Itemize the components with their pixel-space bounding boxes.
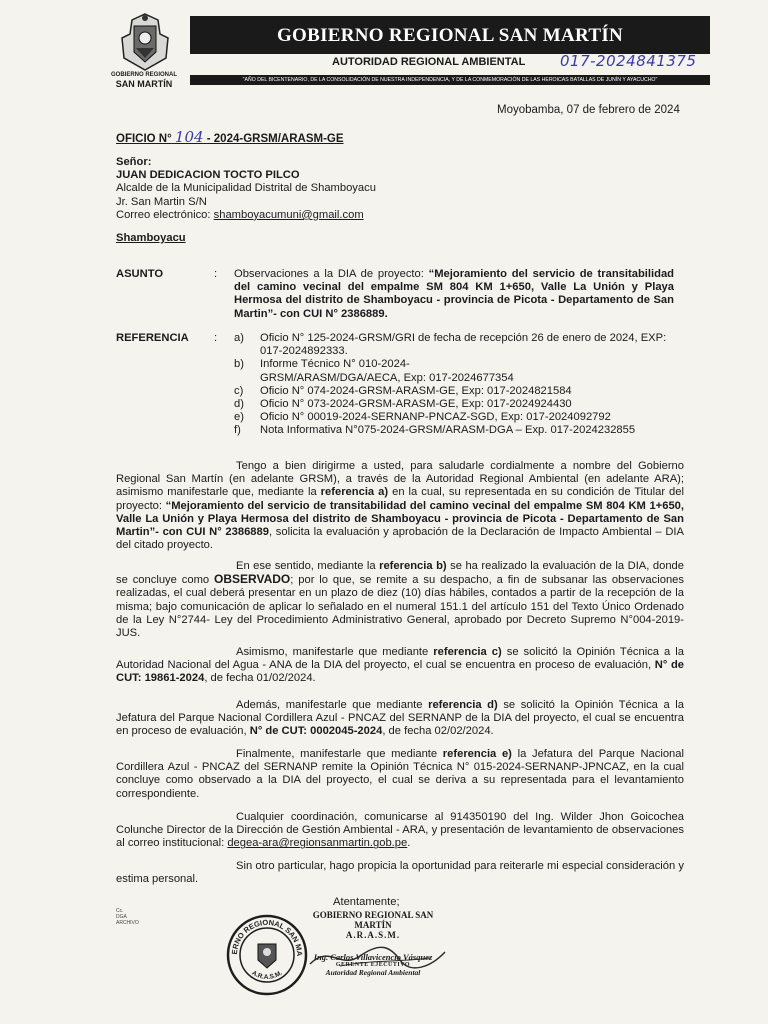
email-label: Correo electrónico: [116, 208, 211, 221]
p4-text: , de fecha 02/02/2024. [382, 725, 494, 738]
logo-caption [104, 72, 184, 89]
cc-list [116, 908, 139, 926]
reference-item [234, 358, 684, 384]
asunto-colon: : [214, 268, 218, 280]
body-paragraph-1 [116, 460, 684, 552]
salutation: Señor: [116, 156, 152, 168]
reference-item [234, 424, 684, 437]
recipient-email-link[interactable]: shamboyacumuni@gmail.com [213, 208, 364, 221]
p6-text: . [407, 837, 411, 850]
signer-authority: Autoridad Regional Ambiental [325, 968, 421, 977]
body-paragraph-6 [116, 811, 684, 851]
asunto-project: “Mejoramiento del servicio de transitabilidad del camino vecinal del empalme SM 804 KM 1+650, Valle La Unión y Playa Hermosa del distrito de Shamboyacu - provincia de Picota - Departamento de San Martin”- con CUI N° 2386889. [234, 268, 674, 320]
oficio-handwritten-number: 104 [174, 128, 204, 146]
year-motto-strip: "AÑO DEL BICENTENARIO, DE LA CONSOLIDACIÓN DE NUESTRA INDEPENDENCIA, Y DE LA CONMEMORACIÓN DE LAS HEROICAS BATALLAS DE JUNÍN Y AYACUCHO" [190, 75, 710, 85]
reference-text: Oficio N° 125-2024-GRSM/GRI de fecha de recepción 26 de enero de 2024, EXP: 017-2024892333. [260, 332, 667, 358]
official-round-seal [226, 914, 308, 996]
signer-name: Ing. Carlos Villavicencio Vásquez [313, 952, 433, 962]
reference-text: Oficio N° 073-2024-GRSM-ARASM-GE, Exp: 017-2024924430 [260, 398, 572, 411]
p4-cut: N° de CUT: 0002045-2024 [249, 725, 383, 738]
p3-text: Asimismo, manifestarle que mediante [236, 646, 434, 658]
p4-text: Además, manifestarle que mediante [236, 699, 429, 711]
reference-item [234, 411, 684, 424]
p2-text: se ha realizado la evaluación de la DIA, donde se concluye como [116, 560, 684, 587]
p1-project: “Mejoramiento del servicio de transitabilidad del camino vecinal del empalme SM 804 KM 1+650, Valle La Unión y Playa Hermosa del distrito de Shamboyacu - provincia de Picota - Departamento de San Martin”- con CUI N° 2386889 [116, 499, 684, 539]
reference-item [234, 332, 684, 358]
subtitle-text: AUTORIDAD REGIONAL AMBIENTAL [332, 56, 526, 68]
body-paragraph-7 [116, 860, 684, 886]
body-paragraph-3 [116, 646, 684, 686]
signer-role: GERENTE EJECUTIVO [335, 962, 411, 968]
reference-item [234, 398, 684, 411]
signer-organization-acronym: A.R.A.S.M. [345, 930, 401, 940]
signer-organization: GOBIERNO REGIONAL SAN MARTÍN [312, 910, 434, 930]
reference-key: a) [234, 332, 244, 344]
reference-key: e) [234, 411, 244, 424]
body-paragraph-5 [116, 748, 684, 801]
p2-text: En ese sentido, mediante la [236, 560, 380, 572]
asunto-text [234, 268, 674, 321]
cc-item: DGA [116, 914, 127, 920]
reference-text: Oficio N° 074-2024-GRSM-ARASM-GE, Exp: 017-2024821584 [260, 384, 572, 397]
logo-caption-line2: SAN MARTÍN [115, 79, 173, 89]
asunto-label: ASUNTO [116, 268, 164, 280]
recipient-email-line [116, 209, 376, 222]
cc-item: ARCHIVO [116, 920, 139, 926]
reference-text: Informe Técnico N° 010-2024-GRSM/ARASM/DGA/AECA, Exp: 017-2024677354 [260, 358, 514, 384]
p4-ref: referencia d) [428, 699, 498, 711]
p1-ref: referencia a) [320, 486, 389, 499]
reference-item [234, 385, 684, 398]
document-date: Moyobamba, 07 de febrero de 2024 [497, 104, 680, 116]
reference-key: b) [234, 358, 244, 371]
recipient-name: JUAN DEDICACION TOCTO PILCO [116, 169, 300, 182]
reference-text: Oficio N° 00019-2024-SERNANP-PNCAZ-SGD, Exp: 017-2024092792 [260, 411, 611, 424]
reference-key: d) [234, 398, 244, 411]
p3-text: , de fecha 01/02/2024. [204, 672, 316, 685]
p4-text: se solicitó la Opinión Técnica a la Jefatura del Parque Nacional Cordillera Azul - PNCAZ del SERNANP de la DIA del proyecto, el cual se encuentra en proceso de evaluación, [116, 699, 684, 738]
oficio-suffix: - 2024-GRSM/ARASM-GE [206, 133, 344, 145]
p2-ref: referencia b) [379, 560, 447, 572]
reference-text: Nota Informativa N°075-2024-GRSM/ARASM-DGA – Exp. 017-2024232855 [260, 424, 636, 437]
referencia-label: REFERENCIA [116, 332, 189, 344]
body-paragraph-2 [116, 560, 684, 640]
p2-status: OBSERVADO [214, 572, 291, 587]
recipient-address: Jr. San Martin S/N [116, 195, 207, 208]
p1-text: , solicita la evaluación y aprobación de la Declaración de Impacto Ambiental – DIA del citado proyecto. [116, 526, 684, 552]
reference-key: c) [234, 384, 244, 397]
handwritten-expedient-number: 017-2024841375 [560, 52, 697, 70]
cc-label: Cc. [116, 908, 124, 914]
recipient-block [116, 156, 376, 222]
referencia-list [234, 332, 684, 438]
p3-text: se solicitó la Opinión Técnica a la Autoridad Nacional del Agua - ANA de la DIA del proyecto, el cual se encuentra en proceso de evaluación, [116, 646, 684, 672]
p5-text: Finalmente, manifestarle que mediante [236, 748, 443, 760]
recipient-position: Alcalde de la Municipalidad Distrital de Shamboyacu [116, 182, 376, 195]
closing-atentamente: Atentamente; [333, 896, 400, 908]
p3-ref: referencia c) [433, 646, 502, 658]
seal-bottom-text: A.R.A.S.M. [250, 969, 284, 981]
p5-text: la Jefatura del Parque Nacional Cordillera Azul - PNCAZ del SERNANP remite la Opinión Técnica N° 015-2024-SERNANP-JPNCAZ, en la cual concluye como observado a la DIA del proyecto, el cual se deriva a su representada para el levantamiento correspondiente. [116, 748, 684, 800]
seal-top-text: ERNO REGIONAL SAN MA [229, 917, 305, 957]
p5-ref: referencia e) [442, 748, 512, 760]
handwritten-signature [300, 942, 450, 972]
institutional-email-link[interactable]: degea-ara@regionsanmartin.gob.pe [227, 837, 408, 850]
logo-caption-line1: GOBIERNO REGIONAL [110, 72, 177, 78]
p1-text: en la cual, su representada en su condición de Titular del proyecto: [116, 486, 684, 512]
asunto-intro: Observaciones a la DIA de proyecto: [234, 268, 429, 280]
header-title-banner: GOBIERNO REGIONAL SAN MARTÍN [190, 16, 710, 54]
p3-cut: N° de CUT: 19861-2024 [116, 659, 684, 685]
body-paragraph-4 [116, 699, 684, 739]
reference-key: f) [234, 424, 241, 437]
p6-text: Cualquier coordinación, comunicarse al 914350190 del Ing. Wilder Jhon Goicochea Colunche Director de la Dirección de Gestión Ambiental - ARA, y presentación de levantamiento de observaciones al correo institucional: [116, 811, 684, 850]
recipient-city: Shamboyacu [116, 232, 186, 244]
p2-text: ; por lo que, se remite a su despacho, a fin de subsanar las observaciones realizadas, el cual deberá presentar en un plazo de diez (10) días hábiles, contados a partir de la recepción de la misma; bajo comunicación de aplicar lo señalado en el numeral 151.1 del artículo 151 del Texto Único Ordenado de la Ley N°2744- Ley del Procedimiento Administrativo General, aprobado por Decreto Supremo N°004-2019-JUS. [116, 574, 684, 640]
oficio-prefix: OFICIO N° [116, 133, 172, 145]
oficio-number-line [116, 128, 344, 146]
referencia-colon: : [214, 332, 218, 344]
p1-text: Tengo a bien dirigirme a usted, para saludarle cordialmente a nombre del Gobierno Regional San Martín (en adelante GRSM), a través de la Autoridad Regional Ambiental (en adelante ARA); asimismo manifestarle que, mediante la [116, 460, 684, 499]
p7-text: Sin otro particular, hago propicia la oportunidad para reiterarle mi especial consideración y estima personal. [116, 860, 684, 886]
